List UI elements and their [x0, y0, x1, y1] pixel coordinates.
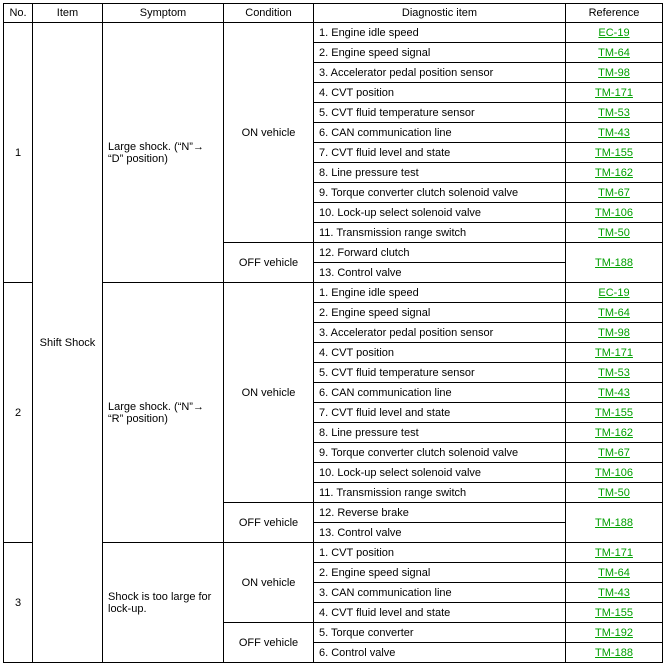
diagnostic-item: 9. Torque converter clutch solenoid valve	[314, 443, 566, 463]
table-row	[4, 543, 663, 563]
row-number: 3	[4, 543, 33, 663]
reference-link[interactable]: TM-171	[595, 546, 633, 559]
header-item: Item	[33, 4, 103, 23]
diagnostic-item: 13. Control valve	[314, 523, 566, 543]
reference-link[interactable]: TM-192	[595, 626, 633, 639]
diagnostic-item: 4. CVT position	[314, 83, 566, 103]
diagnostic-item: 1. CVT position	[314, 543, 566, 563]
reference-cell	[566, 163, 663, 183]
symptom-cell: Large shock. (“N”→ “D” position)	[103, 23, 224, 283]
reference-cell	[566, 183, 663, 203]
reference-link[interactable]: TM-43	[598, 386, 630, 399]
diagnostic-item: 1. Engine idle speed	[314, 23, 566, 43]
diagnostic-item: 8. Line pressure test	[314, 163, 566, 183]
reference-cell	[566, 43, 663, 63]
diagnostic-item: 6. Control valve	[314, 643, 566, 663]
diagnostic-item: 2. Engine speed signal	[314, 303, 566, 323]
diagnostic-item: 11. Transmission range switch	[314, 483, 566, 503]
diagnostic-item: 3. Accelerator pedal position sensor	[314, 323, 566, 343]
reference-cell	[566, 83, 663, 103]
diagnostic-item: 3. CAN communication line	[314, 583, 566, 603]
reference-cell	[566, 23, 663, 43]
diagnostic-item: 7. CVT fluid level and state	[314, 403, 566, 423]
reference-cell	[566, 503, 663, 543]
reference-link[interactable]: TM-155	[595, 146, 633, 159]
reference-cell	[566, 543, 663, 563]
reference-cell	[566, 343, 663, 363]
reference-link[interactable]: TM-67	[598, 186, 630, 199]
header-no: No.	[4, 4, 33, 23]
table-row	[4, 23, 663, 43]
reference-cell	[566, 423, 663, 443]
reference-link[interactable]: TM-98	[598, 326, 630, 339]
header-condition: Condition	[224, 4, 314, 23]
reference-link[interactable]: TM-188	[595, 646, 633, 659]
reference-cell	[566, 603, 663, 623]
reference-cell	[566, 643, 663, 663]
reference-cell	[566, 303, 663, 323]
condition-cell: ON vehicle	[224, 543, 314, 623]
reference-link[interactable]: TM-155	[595, 406, 633, 419]
reference-cell	[566, 123, 663, 143]
reference-link[interactable]: TM-43	[598, 586, 630, 599]
condition-cell: OFF vehicle	[224, 503, 314, 543]
reference-cell	[566, 383, 663, 403]
diagnostic-item: 12. Forward clutch	[314, 243, 566, 263]
reference-link[interactable]: TM-64	[598, 46, 630, 59]
diagnostic-item: 12. Reverse brake	[314, 503, 566, 523]
reference-cell	[566, 563, 663, 583]
symptom-cell: Shock is too large for lock-up.	[103, 543, 224, 663]
reference-link[interactable]: TM-188	[595, 516, 633, 529]
diagnostic-item: 10. Lock-up select solenoid valve	[314, 463, 566, 483]
diagnostic-item: 6. CAN communication line	[314, 123, 566, 143]
table-body	[4, 23, 663, 663]
reference-cell	[566, 103, 663, 123]
reference-link[interactable]: TM-171	[595, 86, 633, 99]
reference-cell	[566, 583, 663, 603]
diagnostic-item: 4. CVT position	[314, 343, 566, 363]
reference-link[interactable]: TM-67	[598, 446, 630, 459]
reference-cell	[566, 463, 663, 483]
reference-link[interactable]: TM-53	[598, 106, 630, 119]
reference-cell	[566, 223, 663, 243]
reference-link[interactable]: TM-188	[595, 256, 633, 269]
diagnostic-item: 13. Control valve	[314, 263, 566, 283]
diagnostic-item: 1. Engine idle speed	[314, 283, 566, 303]
reference-link[interactable]: TM-106	[595, 206, 633, 219]
diagnostic-item: 9. Torque converter clutch solenoid valve	[314, 183, 566, 203]
condition-cell: OFF vehicle	[224, 623, 314, 663]
reference-link[interactable]: TM-162	[595, 426, 633, 439]
condition-cell: ON vehicle	[224, 23, 314, 243]
reference-link[interactable]: TM-64	[598, 566, 630, 579]
row-number: 2	[4, 283, 33, 543]
reference-link[interactable]: TM-64	[598, 306, 630, 319]
diagnostic-item: 5. CVT fluid temperature sensor	[314, 103, 566, 123]
table-row	[4, 283, 663, 303]
reference-cell	[566, 63, 663, 83]
diagnostic-item: 5. Torque converter	[314, 623, 566, 643]
diagnostic-item: 2. Engine speed signal	[314, 563, 566, 583]
reference-cell	[566, 243, 663, 283]
symptom-cell: Large shock. (“N”→ “R” position)	[103, 283, 224, 543]
header-row	[4, 4, 663, 23]
reference-cell	[566, 203, 663, 223]
reference-cell	[566, 143, 663, 163]
reference-cell	[566, 283, 663, 303]
diagnosis-table	[3, 3, 663, 663]
header-diagnostic-item: Diagnostic item	[314, 4, 566, 23]
reference-link[interactable]: TM-171	[595, 346, 633, 359]
reference-cell	[566, 363, 663, 383]
diagnostic-item: 10. Lock-up select solenoid valve	[314, 203, 566, 223]
diagnostic-item: 4. CVT fluid level and state	[314, 603, 566, 623]
condition-cell: ON vehicle	[224, 283, 314, 503]
diagnostic-item: 11. Transmission range switch	[314, 223, 566, 243]
diagnostic-item: 8. Line pressure test	[314, 423, 566, 443]
header-symptom: Symptom	[103, 4, 224, 23]
reference-link[interactable]: TM-106	[595, 466, 633, 479]
reference-link[interactable]: TM-98	[598, 66, 630, 79]
row-number: 1	[4, 23, 33, 283]
reference-link[interactable]: TM-50	[598, 486, 630, 499]
reference-link[interactable]: TM-43	[598, 126, 630, 139]
reference-cell	[566, 483, 663, 503]
diagnostic-item: 6. CAN communication line	[314, 383, 566, 403]
reference-link[interactable]: EC-19	[598, 286, 630, 299]
reference-link[interactable]: EC-19	[598, 26, 630, 39]
header-reference: Reference	[566, 4, 663, 23]
diagnostic-item: 5. CVT fluid temperature sensor	[314, 363, 566, 383]
reference-link[interactable]: TM-50	[598, 226, 630, 239]
reference-link[interactable]: TM-162	[595, 166, 633, 179]
item-cell: Shift Shock	[33, 23, 103, 663]
reference-cell	[566, 323, 663, 343]
reference-cell	[566, 403, 663, 423]
diagnostic-item: 3. Accelerator pedal position sensor	[314, 63, 566, 83]
reference-link[interactable]: TM-53	[598, 366, 630, 379]
condition-cell: OFF vehicle	[224, 243, 314, 283]
diagnostic-item: 2. Engine speed signal	[314, 43, 566, 63]
reference-link[interactable]: TM-155	[595, 606, 633, 619]
reference-cell	[566, 623, 663, 643]
reference-cell	[566, 443, 663, 463]
diagnostic-item: 7. CVT fluid level and state	[314, 143, 566, 163]
